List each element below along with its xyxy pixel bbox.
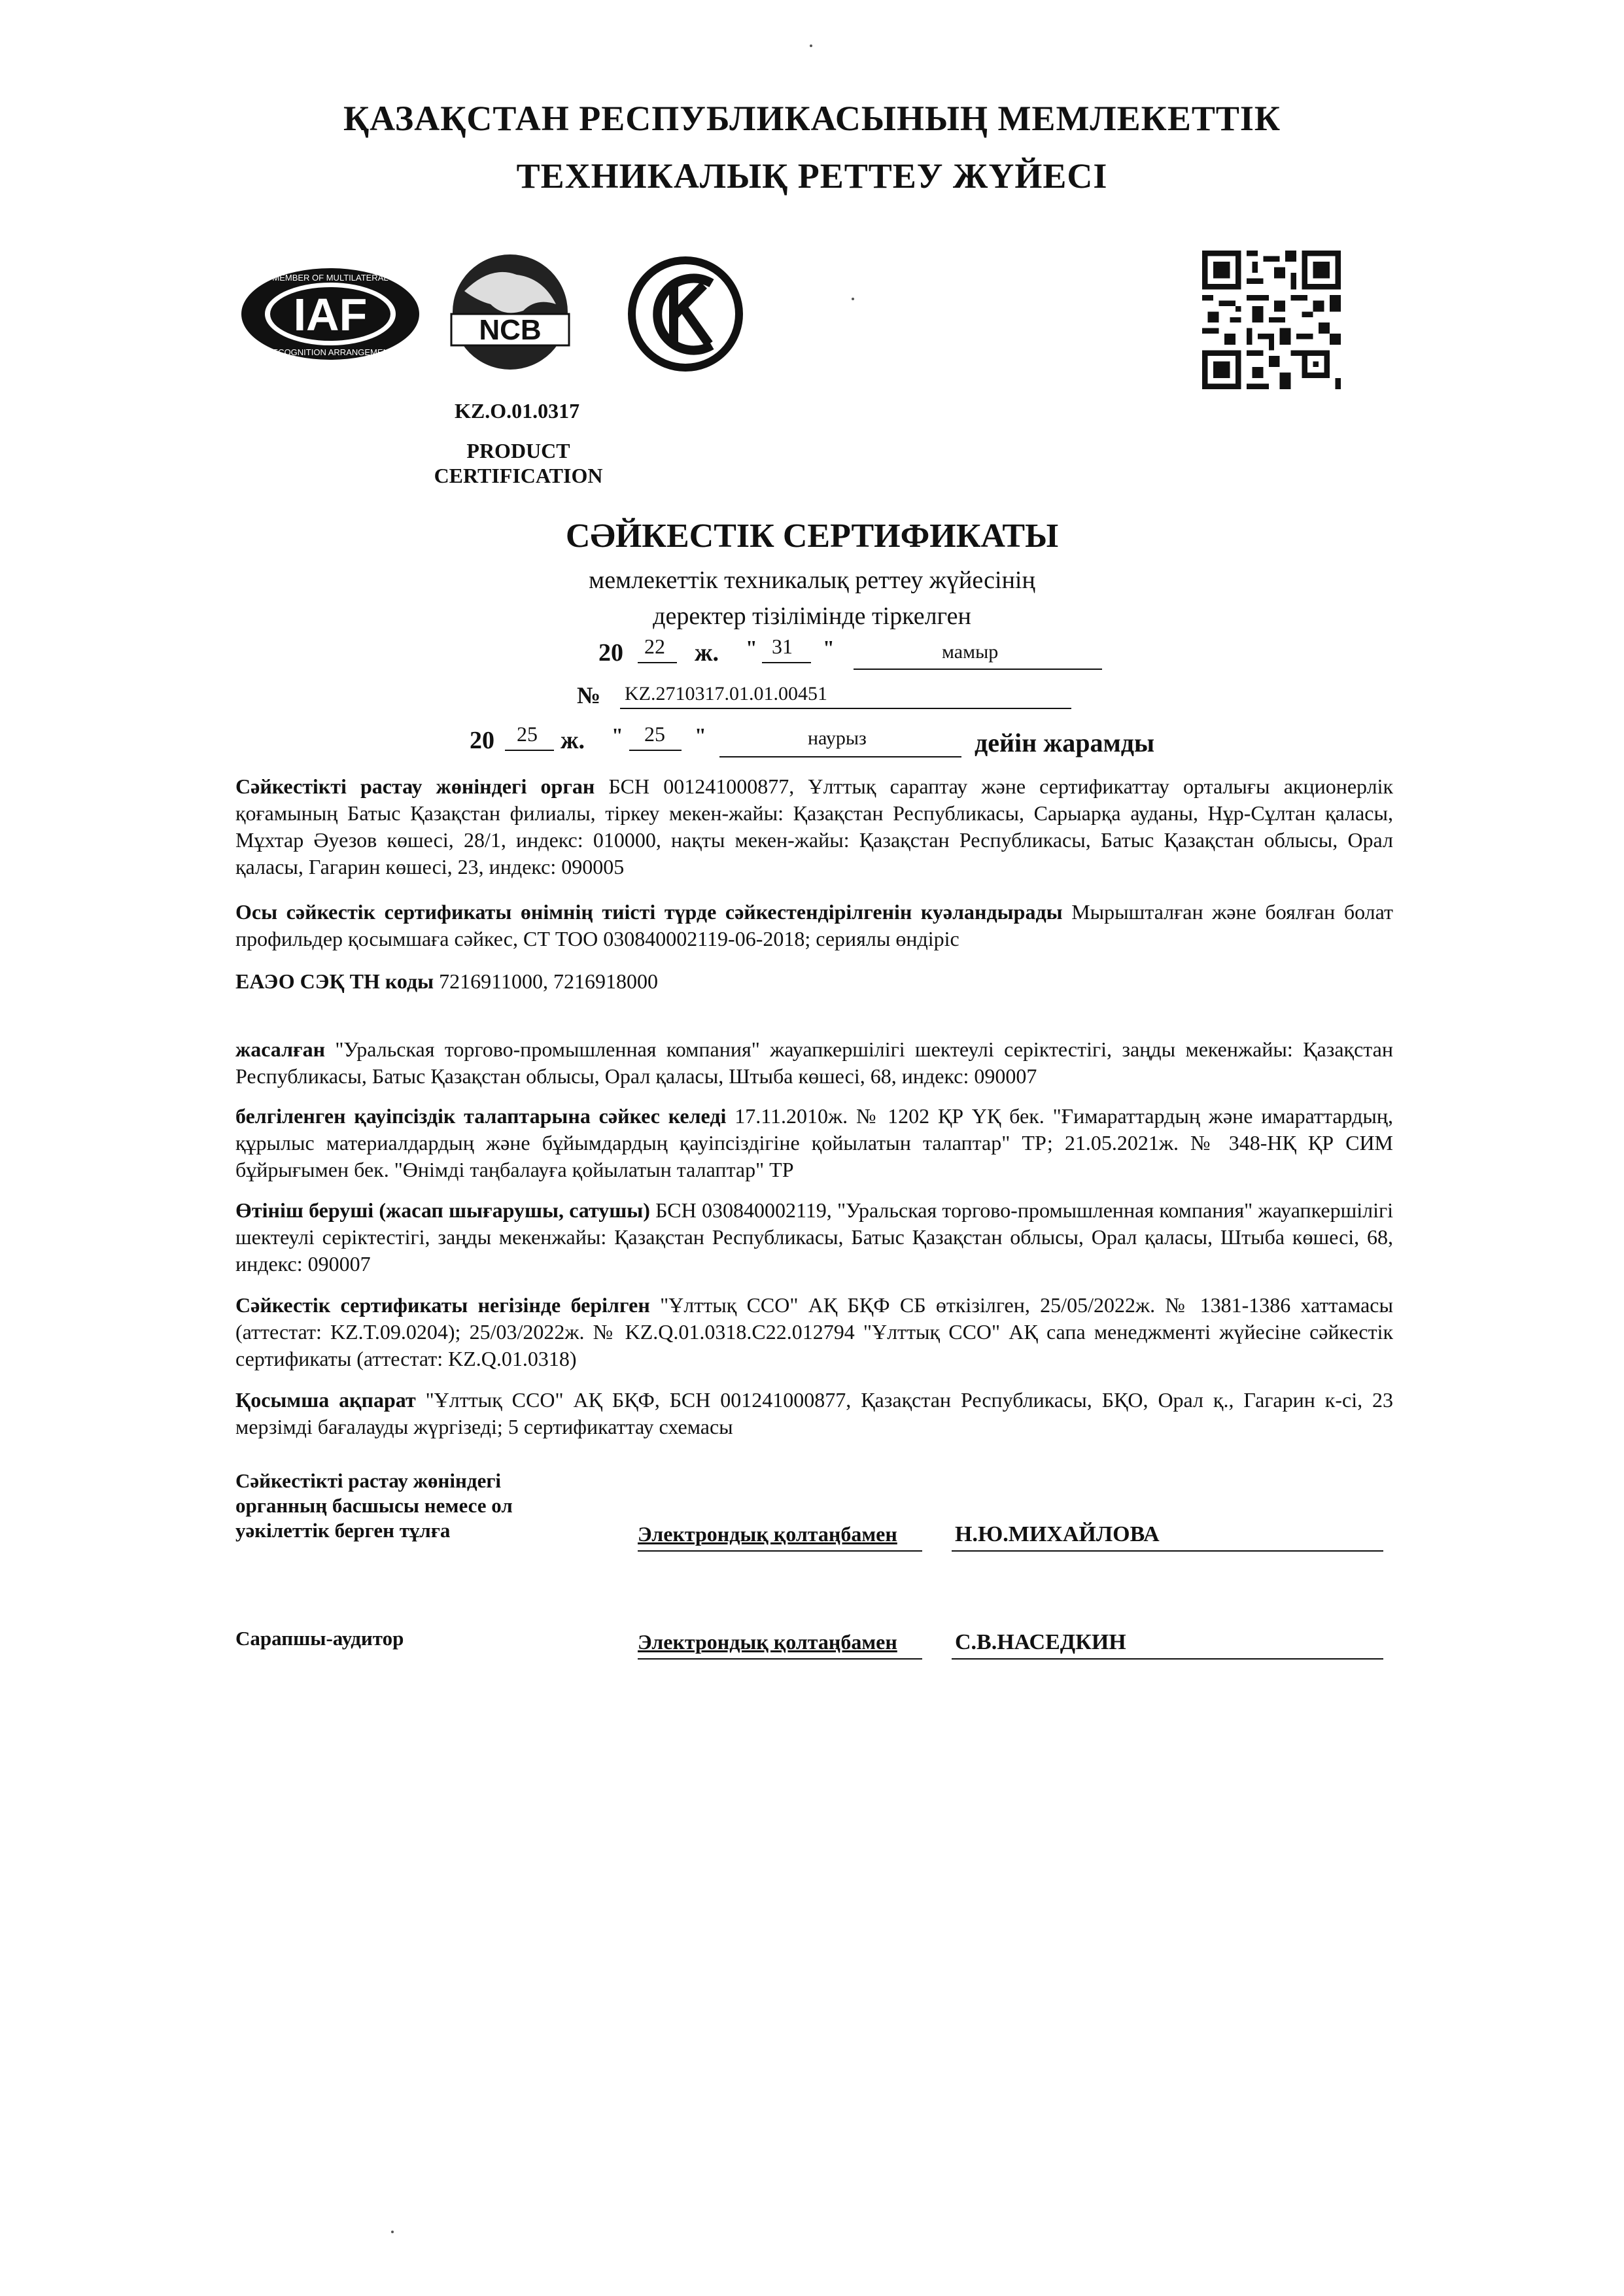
signature-name-auditor: С.В.НАСЕДКИН (955, 1630, 1126, 1654)
section-text: 7216911000, 7216918000 (434, 969, 658, 993)
accreditation-code: KZ.O.01.0317 (455, 399, 580, 423)
reg-month: мамыр (942, 641, 999, 663)
ncb-logo-text: NCB (479, 314, 542, 346)
section-text: БСН 030840002119, "Уральская торгово-промышленная компания" жауапкершілігі шектеулі серіктестігі, заңды мекенжайы: Қазақстан Республикасы, Батыс Қазақстан облысы, Орал қаласы, Штыба көшесі, 68, индекс: 090007 (235, 1198, 1394, 1276)
signature-name-head: Н.Ю.МИХАЙЛОВА (955, 1522, 1160, 1546)
signature-method-head: Электрондық қолтаңбамен (638, 1522, 897, 1546)
certificate-subtitle-2: деректер тізілімінде тіркелген (653, 602, 971, 630)
valid-day: 25 (644, 722, 665, 746)
valid-suffix: дейін жарамды (975, 728, 1155, 757)
section-product (235, 899, 1393, 952)
certificate-number-label: № (577, 682, 601, 708)
section-lead: Қосымша ақпарат (235, 1388, 416, 1412)
scan-speck (391, 2231, 394, 2233)
accreditation-line-2: CERTIFICATION (434, 464, 603, 487)
signature-method-auditor: Электрондық қолтаңбамен (638, 1630, 897, 1654)
iaf-logo-icon (239, 265, 422, 363)
ncb-globe-logo-icon (445, 252, 576, 373)
section-text: "Ұлттық ССО" АҚ БҚФ, БСН 001241000877, Қазақстан Республикасы, БҚО, Орал қ., Гагарин к-сі, 23 мерзімді бағалауды жүргізеді; 5 сертификаттау схемасы (235, 1388, 1394, 1438)
section-certification-body (235, 773, 1393, 880)
section-text: "Ұлттық ССО" АҚ БҚФ СБ өткізілген, 25/05/2022ж. № 1381-1386 хаттамасы (аттестат: KZ.T.09.0204); 25/03/2022ж. № KZ.Q.01.0318.C22.012794 "Ұлттық ССО" АҚ сапа менеджменті жүйесіне сәйкестік сертификаты (аттестат: KZ.Q.01.0318) (235, 1293, 1394, 1370)
signature-role-auditor: Сарапшы-аудитор (235, 1627, 404, 1650)
scan-speck (810, 44, 812, 47)
iaf-ring-top-text: MEMBER OF MULTILATERAL (272, 273, 389, 283)
section-lead: ЕАЭО СЭҚ ТН коды (235, 969, 434, 993)
reg-century: 20 (598, 639, 623, 667)
section-text: 17.11.2010ж. № 1202 ҚР ҮҚ бек. "Ғимараттардың және имараттардың, құрылыс материалдардың және бұйымдардың қауіпсіздігіне қойылатын талаптар" ТР; 21.05.2021ж. № 348-НҚ ҚР СИМ бұйрығымен бек. "Өнімді таңбалауға қойылатын талаптар" ТР (235, 1104, 1394, 1181)
section-safety-requirements (235, 1103, 1393, 1183)
iaf-logo-text: IAF (293, 289, 368, 340)
header-line-1: ҚАЗАҚСТАН РЕСПУБЛИКАСЫНЫҢ МЕМЛЕКЕТТІК (343, 99, 1281, 138)
product-certification-label (432, 438, 605, 488)
signature-role-head: Сәйкестікті растау жөніндегі органның басшысы немесе ол уәкілеттік берген тұлға (235, 1469, 513, 1542)
section-lead: Сәйкестікті растау жөніндегі орган (235, 774, 595, 798)
kz-conformity-mark-icon (627, 254, 744, 375)
valid-century: 20 (470, 727, 494, 754)
section-text: "Уральская торгово-промышленная компания" жауапкершілігі шектеулі серіктестігі, заңды мекенжайы: Қазақстан Республикасы, Батыс Қазақстан облысы, Орал қаласы, Штыба көшесі, 68, индекс: 090007 (235, 1037, 1393, 1088)
section-manufacturer (235, 1036, 1393, 1090)
section-basis (235, 1292, 1393, 1372)
valid-quote-close: " (695, 723, 706, 747)
reg-year-suffix: ж. (695, 639, 719, 667)
certificate-number: KZ.2710317.01.01.00451 (625, 683, 827, 704)
reg-quote-close: " (823, 636, 835, 659)
qr-code-icon (1202, 251, 1341, 389)
valid-year-suffix: ж. (561, 727, 585, 754)
valid-year: 25 (517, 722, 538, 746)
header-line-2: ТЕХНИКАЛЫҚ РЕТТЕУ ЖҮЙЕСІ (516, 156, 1108, 196)
iaf-ring-bottom-text: RECOGNITION ARRANGEMENT (266, 347, 394, 357)
scan-speck (852, 298, 854, 300)
section-hs-code (235, 968, 1393, 995)
section-lead: Осы сәйкестік сертификаты өнімнің тиісті түрде сәйкестендірілгенін куәландырады (235, 900, 1063, 924)
reg-year: 22 (644, 635, 665, 658)
section-text: Мырышталған және боялған болат профильдер қосымшаға сәйкес, СТ ТОО 030840002119-06-2018; сериялы өндіріс (235, 900, 1394, 950)
section-lead: жасалған (235, 1037, 325, 1061)
section-lead: Сәйкестік сертификаты негізінде берілген (235, 1293, 650, 1317)
valid-quote-open: " (612, 723, 623, 747)
accreditation-line-1: PRODUCT (466, 439, 570, 462)
certificate-subtitle-1: мемлекеттік техникалық реттеу жүйесінің (589, 566, 1035, 594)
reg-day: 31 (772, 635, 793, 658)
section-lead: Өтініш беруші (жасап шығарушы, сатушы) (235, 1198, 650, 1222)
section-text: БСН 001241000877, Ұлттық сараптау және сертификаттау орталығы акционерлік қоғамының Батыс Қазақстан филиалы, тіркеу мекен-жайы: Қазақстан Республикасы, Сарыарқа ауданы, Нұр-Сұлтан қаласы, Мұхтар Әуезов көшесі, 28/1, индекс: 010000, нақты мекен-жайы: Қазақстан Республикасы, Батыс Қазақстан облысы, Орал қаласы, Гагарин көшесі, 23, индекс: 090005 (235, 774, 1394, 878)
section-lead: белгіленген қауіпсіздік талаптарына сәйкес келеді (235, 1104, 727, 1128)
valid-month: наурыз (808, 727, 867, 749)
reg-quote-open: " (746, 636, 757, 659)
section-applicant (235, 1197, 1393, 1278)
certificate-title: СӘЙКЕСТІК СЕРТИФИКАТЫ (565, 517, 1059, 555)
section-additional-info (235, 1387, 1393, 1440)
